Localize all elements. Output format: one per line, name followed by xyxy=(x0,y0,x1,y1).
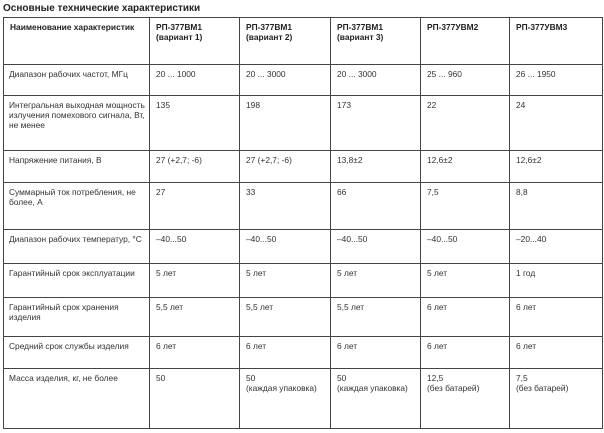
table-cell: 12,6±2 xyxy=(510,151,603,183)
table-cell: 27 (+2,7; -6) xyxy=(150,151,240,183)
table-cell: –40...50 xyxy=(331,230,421,264)
table-cell: 7,5 xyxy=(421,183,510,230)
row-label: Интегральная выходная мощность излучения помехового сигнала, Вт, не менее xyxy=(4,96,150,151)
table-cell: 12,5 (без батарей) xyxy=(421,369,510,429)
table-cell: 8,8 xyxy=(510,183,603,230)
table-cell: 6 лет xyxy=(150,337,240,369)
table-cell: 27 xyxy=(150,183,240,230)
table-cell: 6 лет xyxy=(421,298,510,337)
row-label: Масса изделия, кг, не более xyxy=(4,369,150,429)
table-cell: 5 лет xyxy=(421,264,510,298)
table-cell: 26 ... 1950 xyxy=(510,65,603,96)
table-row xyxy=(4,369,603,429)
table-row xyxy=(4,264,603,298)
table-cell: 5,5 лет xyxy=(240,298,331,337)
table-cell: –40...50 xyxy=(150,230,240,264)
table-cell: 50 (каждая упаковка) xyxy=(240,369,331,429)
table-cell: 5,5 лет xyxy=(150,298,240,337)
table-cell: 22 xyxy=(421,96,510,151)
row-label: Гарантийный срок хранения изделия xyxy=(4,298,150,337)
row-label: Диапазон рабочих температур, °С xyxy=(4,230,150,264)
table-cell: 50 xyxy=(150,369,240,429)
header-col-1: РП-377ВМ1 (вариант 1) xyxy=(150,18,240,65)
table-cell: 12,6±2 xyxy=(421,151,510,183)
table-row xyxy=(4,230,603,264)
row-label: Средний срок службы изделия xyxy=(4,337,150,369)
table-cell: 6 лет xyxy=(421,337,510,369)
table-cell: 6 лет xyxy=(510,337,603,369)
table-cell: 6 лет xyxy=(240,337,331,369)
table-cell: 33 xyxy=(240,183,331,230)
table-cell: 1 год xyxy=(510,264,603,298)
row-label: Гарантийный срок эксплуатации xyxy=(4,264,150,298)
table-cell: 198 xyxy=(240,96,331,151)
header-col-3: РП-377ВМ1 (вариант 3) xyxy=(331,18,421,65)
table-cell: 7,5 (без батарей) xyxy=(510,369,603,429)
table-cell: 6 лет xyxy=(510,298,603,337)
row-label: Суммарный ток потребления, не более, А xyxy=(4,183,150,230)
row-label: Диапазон рабочих частот, МГц xyxy=(4,65,150,96)
table-cell: 50 (каждая упаковка) xyxy=(331,369,421,429)
table-row xyxy=(4,183,603,230)
table-cell: 24 xyxy=(510,96,603,151)
table-cell: 5,5 лет xyxy=(331,298,421,337)
table-cell: 27 (+2,7; -6) xyxy=(240,151,331,183)
table-cell: –40...50 xyxy=(240,230,331,264)
table-row xyxy=(4,65,603,96)
table-cell: 20 ... 3000 xyxy=(331,65,421,96)
table-cell: 5 лет xyxy=(150,264,240,298)
table-cell: –40...50 xyxy=(421,230,510,264)
header-col-2: РП-377ВМ1 (вариант 2) xyxy=(240,18,331,65)
table-cell: 135 xyxy=(150,96,240,151)
header-col-4: РП-377УВМ2 xyxy=(421,18,510,65)
table-cell: 20 ... 3000 xyxy=(240,65,331,96)
header-param: Наименование характеристик xyxy=(4,18,150,65)
table-cell: 25 ... 960 xyxy=(421,65,510,96)
row-label: Напряжение питания, В xyxy=(4,151,150,183)
table-cell: 5 лет xyxy=(331,264,421,298)
table-row xyxy=(4,151,603,183)
specs-table xyxy=(3,17,603,429)
table-cell: 5 лет xyxy=(240,264,331,298)
table-cell: 6 лет xyxy=(331,337,421,369)
table-row xyxy=(4,298,603,337)
page-title: Основные технические характеристики xyxy=(3,3,201,14)
table-row xyxy=(4,96,603,151)
header-col-5: РП-377УВМ3 xyxy=(510,18,603,65)
table-header-row xyxy=(4,18,603,65)
table-cell: 173 xyxy=(331,96,421,151)
table-row xyxy=(4,337,603,369)
table-cell: 66 xyxy=(331,183,421,230)
table-cell: –20...40 xyxy=(510,230,603,264)
table-cell: 20 ... 1000 xyxy=(150,65,240,96)
table-cell: 13,8±2 xyxy=(331,151,421,183)
